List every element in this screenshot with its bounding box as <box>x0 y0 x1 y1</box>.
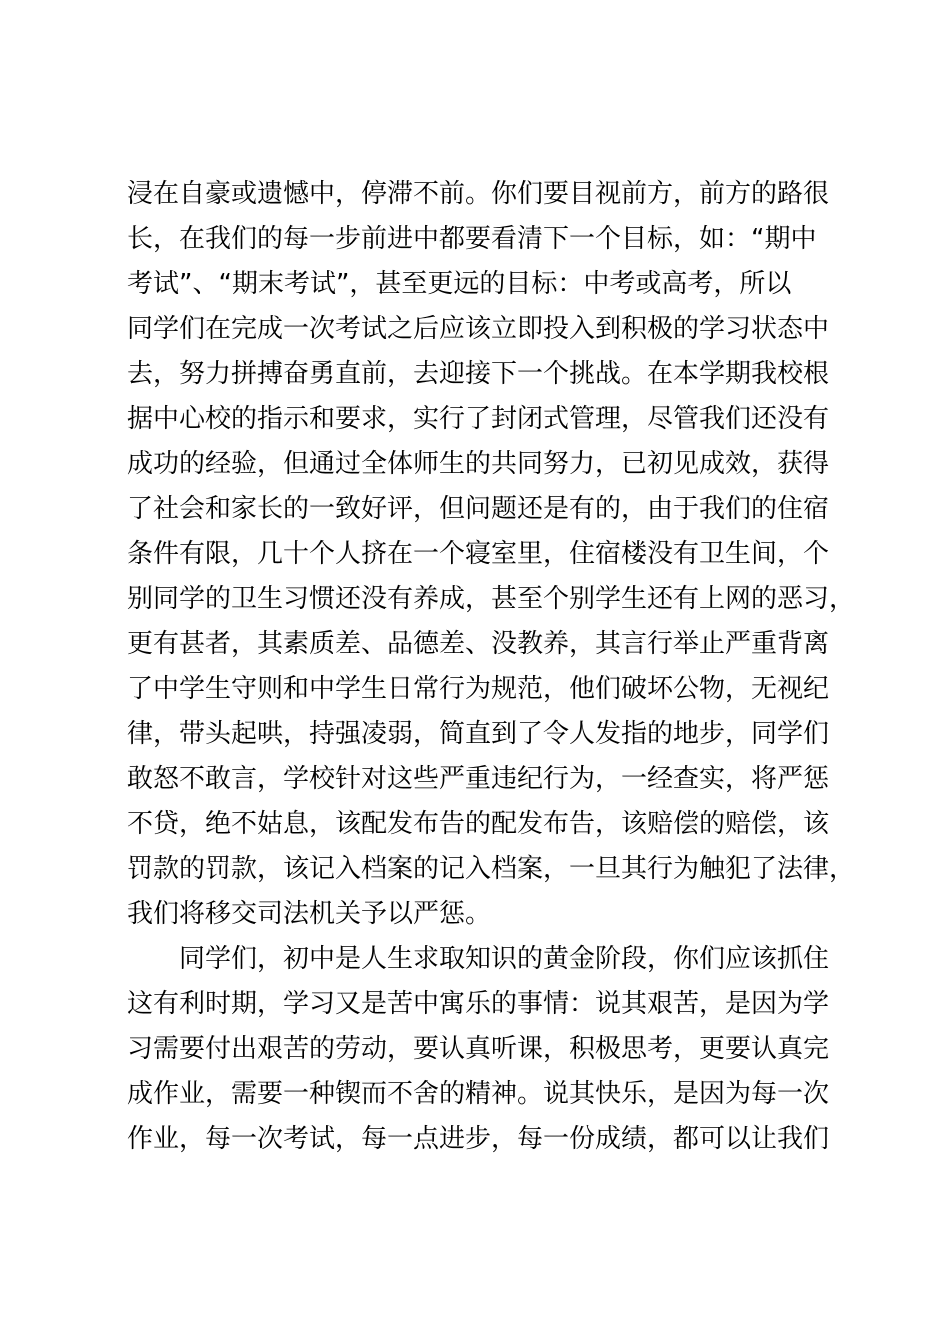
text-line: 成功的经验，但通过全体师生的共同努力，已初见成效，获得 <box>127 449 830 479</box>
text-line: 敢怒不敢言，学校针对这些严重违纪行为，一经查实，将严惩 <box>127 764 830 794</box>
text-line: 别同学的卫生习惯还没有养成，甚至个别学生还有上网的恶习， <box>127 584 856 614</box>
text-line: 习需要付出艰苦的劳动，要认真听课，积极思考，更要认真完 <box>127 1034 830 1064</box>
text-line: 同学们在完成一次考试之后应该立即投入到积极的学习状态中 <box>127 314 830 344</box>
text-line: 浸在自豪或遗憾中，停滞不前。你们要目视前方，前方的路很 <box>127 179 830 209</box>
text-line: 更有甚者，其素质差、品德差、没教养，其言行举止严重背离 <box>127 629 830 659</box>
text-line: 长，在我们的每一步前进中都要看清下一个目标，如：“期中 <box>127 224 817 254</box>
text-line: 同学们，初中是人生求取知识的黄金阶段，你们应该抓住 <box>179 944 830 974</box>
text-line: 这有利时期，学习又是苦中寓乐的事情：说其艰苦，是因为学 <box>127 989 830 1019</box>
paragraph-1 <box>127 172 887 937</box>
text-line: 律，带头起哄，持强凌弱，简直到了令人发指的地步，同学们 <box>127 719 830 749</box>
text-line: 去，努力拼搏奋勇直前，去迎接下一个挑战。在本学期我校根 <box>127 359 830 389</box>
text-line: 了社会和家长的一致好评，但问题还是有的，由于我们的住宿 <box>127 494 830 524</box>
text-line: 成作业，需要一种锲而不舍的精神。说其快乐，是因为每一次 <box>127 1079 830 1109</box>
text-line: 条件有限，几十个人挤在一个寝室里，住宿楼没有卫生间，个 <box>127 539 830 569</box>
text-line: 作业，每一次考试，每一点进步，每一份成绩，都可以让我们 <box>127 1124 830 1154</box>
text-line: 罚款的罚款，该记入档案的记入档案，一旦其行为触犯了法律， <box>127 854 856 884</box>
text-line: 考试”、“期末考试”，甚至更远的目标：中考或高考，所以 <box>127 269 792 299</box>
text-line: 我们将移交司法机关予以严惩。 <box>127 899 492 929</box>
text-line: 据中心校的指示和要求，实行了封闭式管理，尽管我们还没有 <box>127 404 830 434</box>
text-line: 了中学生守则和中学生日常行为规范，他们破坏公物，无视纪 <box>127 674 830 704</box>
body-text <box>127 172 887 1162</box>
text-line: 不贷，绝不姑息，该配发布告的配发布告，该赔偿的赔偿，该 <box>127 809 830 839</box>
paragraph-2 <box>127 937 887 1162</box>
